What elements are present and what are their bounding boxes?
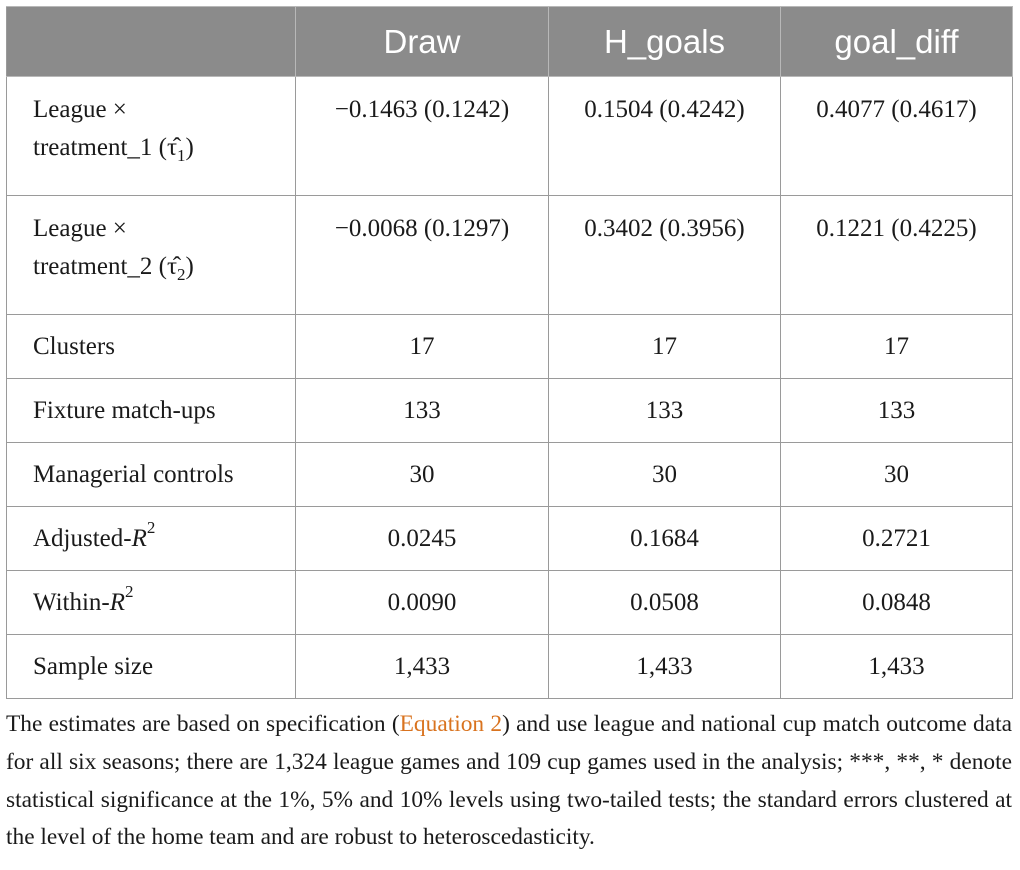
row-label: Sample size xyxy=(7,635,296,699)
row-label: Clusters xyxy=(7,315,296,379)
table-cell: 1,433 xyxy=(549,635,781,699)
table-row xyxy=(7,635,1013,699)
table-cell: 0.1684 xyxy=(549,507,781,571)
row-label: League × treatment_2 $(\taû_2)$ xyxy=(7,196,296,315)
header-blank xyxy=(7,7,296,77)
header-draw: Draw xyxy=(296,7,549,77)
table-cell: 0.0090 xyxy=(296,571,549,635)
table-cell: 0.0508 xyxy=(549,571,781,635)
table-cell: 0.1221 (0.4225) xyxy=(781,196,1013,315)
table-cell: 0.1504 (0.4242) xyxy=(549,77,781,196)
table-cell: 30 xyxy=(781,443,1013,507)
results-table xyxy=(6,6,1013,699)
table-cell: 17 xyxy=(296,315,549,379)
table-row xyxy=(7,507,1013,571)
table-footnote: The estimates are based on specification (Equation 2) and use league and national cup match outcome data for all six seasons; there are 1,324 league games and 109 cup games used in the analysis; ***, **, * denote statistical significance at the 1%, 5% and 10% levels using two-tailed tests; the standard errors clustered at the level of the home team and are robust to heteroscedasticity. xyxy=(6,711,1012,851)
row-label: League × treatment_1 $(\taû_1)$ xyxy=(7,77,296,196)
equation-2-link[interactable]: Equation 2 xyxy=(399,711,503,738)
header-goal-diff: goal_diff xyxy=(781,7,1013,77)
table-row xyxy=(7,196,1013,315)
table-cell: 1,433 xyxy=(781,635,1013,699)
table-cell: 133 xyxy=(296,379,549,443)
header-row xyxy=(7,7,1013,77)
row-label: Fixture match-ups xyxy=(7,379,296,443)
table-cell: −0.1463 (0.1242) xyxy=(296,77,549,196)
table-row xyxy=(7,571,1013,635)
results-table-container xyxy=(6,6,1012,699)
table-row xyxy=(7,443,1013,507)
row-label: Within-$R^2$ xyxy=(7,571,296,635)
row-label: Adjusted-$R^2$ xyxy=(7,507,296,571)
table-cell: 17 xyxy=(549,315,781,379)
table-cell: 133 xyxy=(549,379,781,443)
table-cell: 0.0245 xyxy=(296,507,549,571)
table-cell: −0.0068 (0.1297) xyxy=(296,196,549,315)
table-row xyxy=(7,379,1013,443)
table-row xyxy=(7,77,1013,196)
table-cell: 17 xyxy=(781,315,1013,379)
table-cell: 1,433 xyxy=(296,635,549,699)
table-cell: 30 xyxy=(549,443,781,507)
table-cell: 0.2721 xyxy=(781,507,1013,571)
table-cell: 0.3402 (0.3956) xyxy=(549,196,781,315)
table-cell: 30 xyxy=(296,443,549,507)
table-cell: 133 xyxy=(781,379,1013,443)
table-cell: 0.0848 xyxy=(781,571,1013,635)
table-cell: 0.4077 (0.4617) xyxy=(781,77,1013,196)
row-label: Managerial controls xyxy=(7,443,296,507)
header-h-goals: H_goals xyxy=(549,7,781,77)
table-row xyxy=(7,315,1013,379)
